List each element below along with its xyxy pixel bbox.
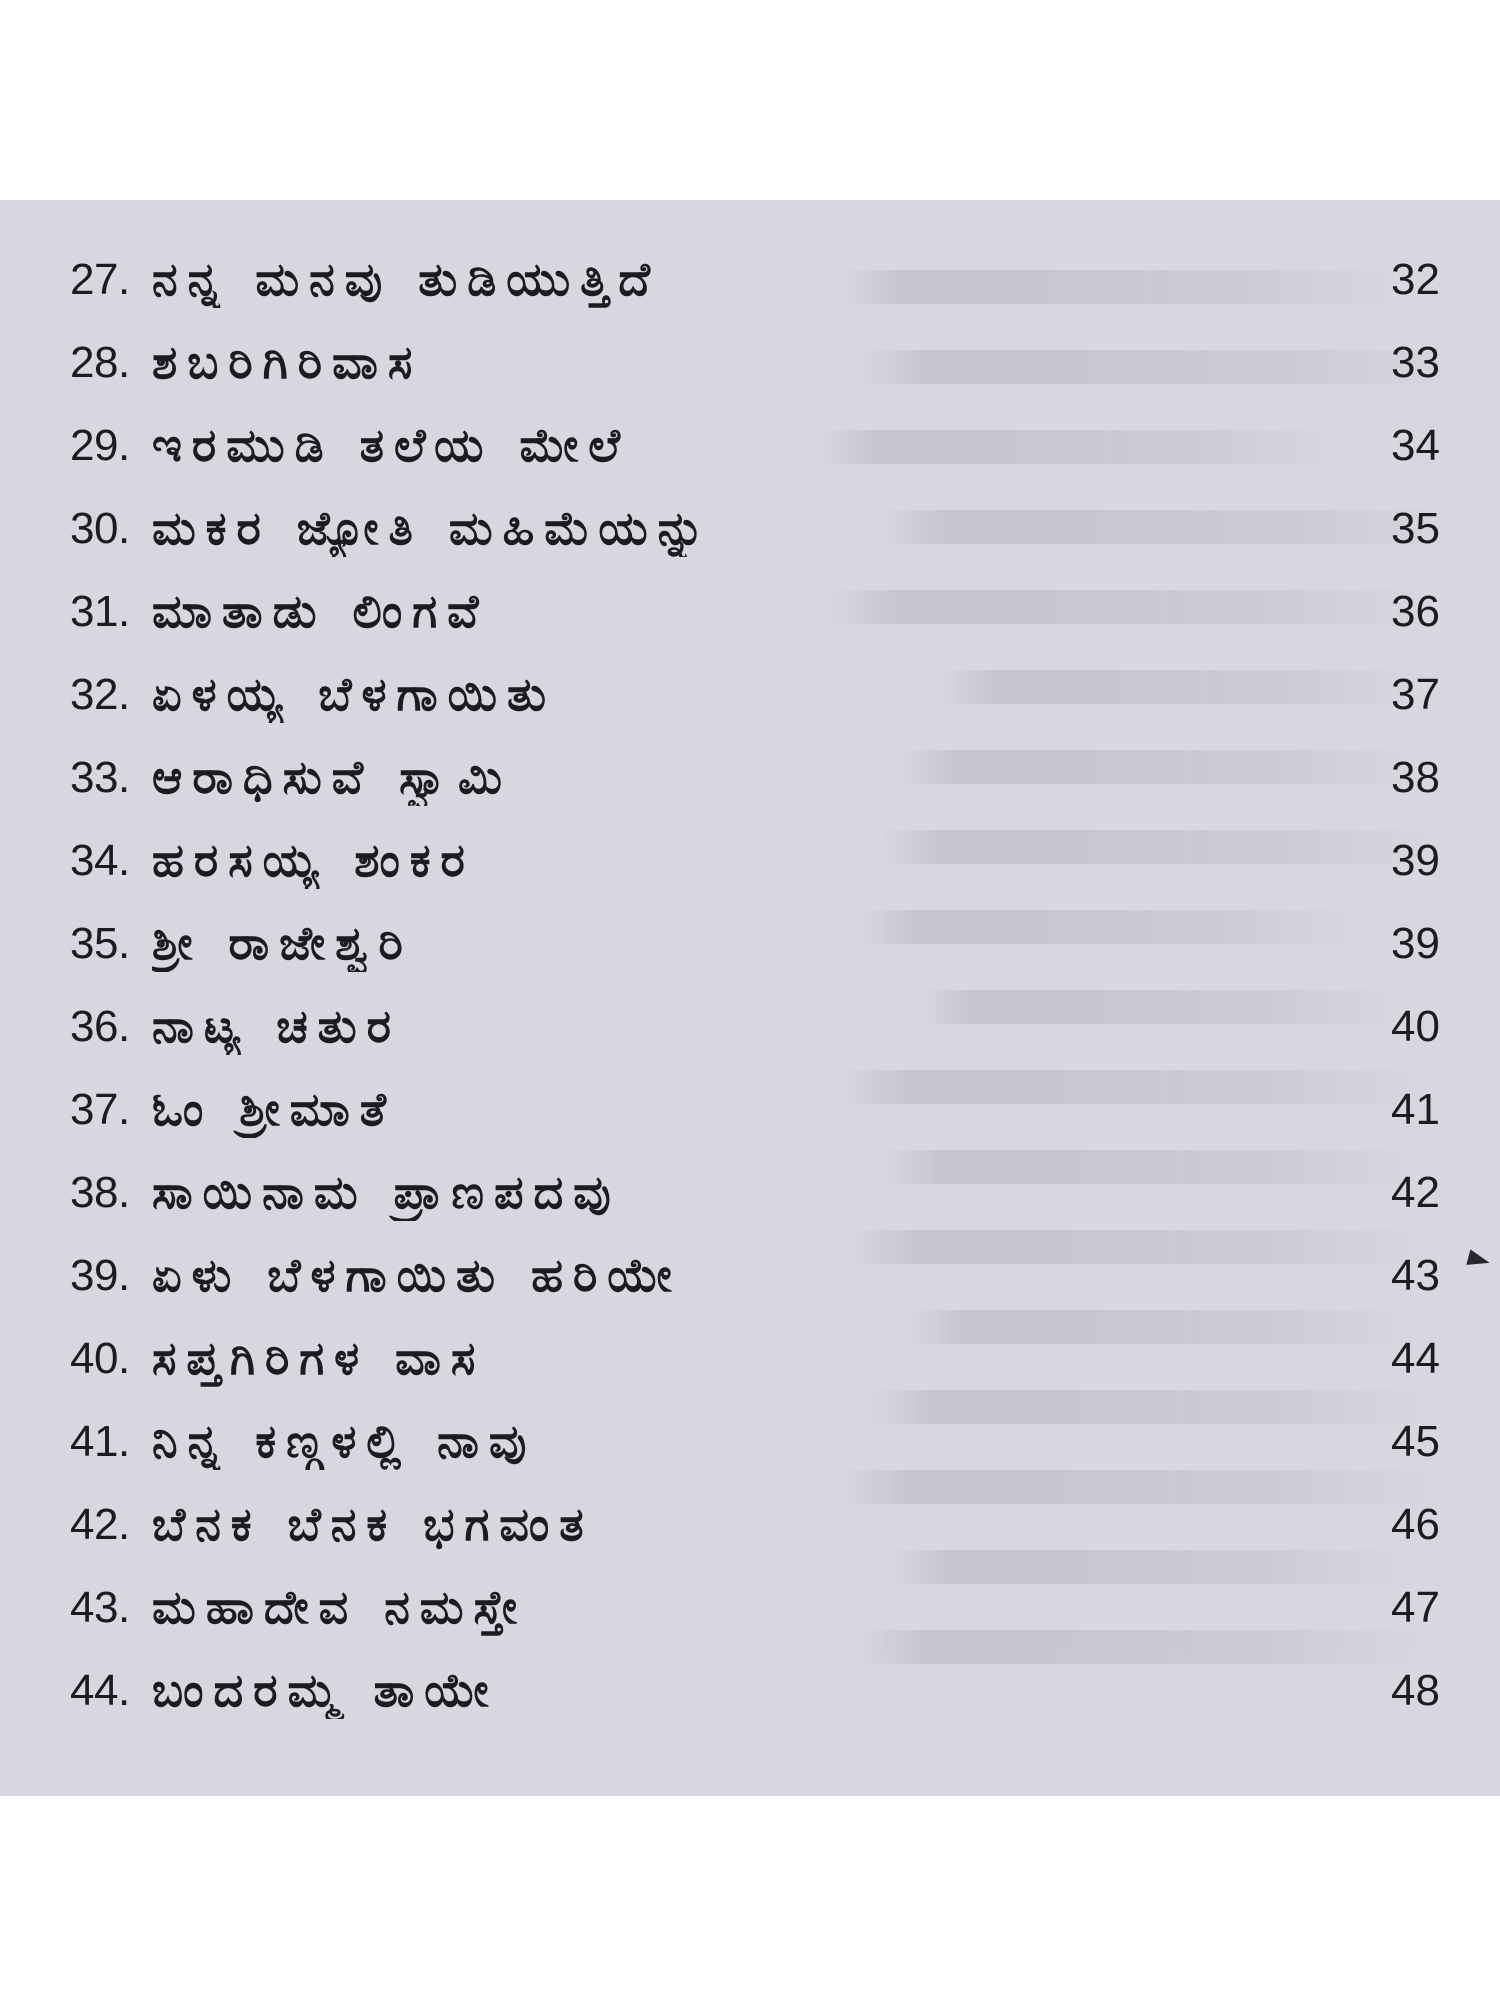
toc-entry-page: 39	[1391, 918, 1440, 968]
toc-entry-page: 40	[1391, 1001, 1440, 1051]
toc-entry-number: 39.	[70, 1250, 130, 1300]
toc-entry-title: ಹರಸಯ್ಯ ಶಂಕರ	[152, 832, 475, 887]
toc-entry	[70, 570, 1440, 653]
toc-entry-page: 44	[1391, 1333, 1440, 1383]
toc-entry-number: 28.	[70, 337, 130, 387]
toc-entry	[70, 321, 1440, 404]
toc-entry	[70, 1400, 1440, 1483]
toc-entry-number: 43.	[70, 1582, 130, 1632]
toc-entry-title: ಮಹಾದೇವ ನಮಸ್ತೇ	[152, 1579, 527, 1634]
toc-entry-page: 41	[1391, 1084, 1440, 1134]
toc-entry-number: 38.	[70, 1167, 130, 1217]
toc-entry-title: ಶ್ರೀ ರಾಜೇಶ್ವರಿ	[152, 915, 413, 970]
toc-entry-number: 42.	[70, 1499, 130, 1549]
toc-entry-page: 36	[1391, 586, 1440, 636]
toc-entry	[70, 1649, 1440, 1732]
toc-entry-title: ಇರಮುಡಿ ತಲೆಯ ಮೇಲೆ	[152, 417, 630, 472]
toc-entry-title: ಸಾಯಿನಾಮ ಪ್ರಾಣಪದವು	[152, 1164, 621, 1219]
toc-entry-page: 37	[1391, 669, 1440, 719]
toc-entry-title: ನಿನ್ನ ಕಣ್ಗಳಲ್ಲಿ ನಾವು	[152, 1413, 537, 1468]
toc-entry-number: 31.	[70, 586, 130, 636]
toc-entry-page: 38	[1391, 752, 1440, 802]
toc-entry-number: 36.	[70, 1001, 130, 1051]
toc-entry-title: ಏಳಯ್ಯ ಬೆಳಗಾಯಿತು	[152, 666, 557, 721]
toc-entry-page: 43	[1391, 1250, 1440, 1300]
toc-entry-page: 34	[1391, 420, 1440, 470]
toc-entry-title: ಮಾತಾಡು ಲಿಂಗವೆ	[152, 583, 489, 638]
toc-entry-number: 41.	[70, 1416, 130, 1466]
toc-entry	[70, 487, 1440, 570]
toc-entry	[70, 736, 1440, 819]
toc-entry-title: ಮಕರ ಜ್ಯೋತಿ ಮಹಿಮೆಯನ್ನು	[152, 500, 715, 555]
toc-entry	[70, 238, 1440, 321]
toc-entry	[70, 1483, 1440, 1566]
toc-entry	[70, 1234, 1440, 1317]
toc-entry	[70, 653, 1440, 736]
toc-entry	[70, 1068, 1440, 1151]
toc-entry-page: 47	[1391, 1582, 1440, 1632]
toc-entry-number: 30.	[70, 503, 130, 553]
toc-entry	[70, 1151, 1440, 1234]
toc-entry-page: 45	[1391, 1416, 1440, 1466]
toc-entry-title: ನನ್ನ ಮನವು ತುಡಿಯುತ್ತಿದೆ	[152, 251, 660, 306]
toc-entry-number: 37.	[70, 1084, 130, 1134]
toc-entry-title: ಬೆನಕ ಬೆನಕ ಭಗವಂತ	[152, 1496, 594, 1551]
toc-entry	[70, 819, 1440, 902]
toc-entry-title: ಶಬರಿಗಿರಿವಾಸ	[152, 334, 423, 389]
toc-entry-title: ಏಳು ಬೆಳಗಾಯಿತು ಹರಿಯೇ	[152, 1247, 682, 1302]
toc-entry	[70, 985, 1440, 1068]
toc-entry-page: 46	[1391, 1499, 1440, 1549]
toc-entry-page: 39	[1391, 835, 1440, 885]
toc-entry-page: 35	[1391, 503, 1440, 553]
toc-entry	[70, 902, 1440, 985]
table-of-contents	[70, 238, 1440, 1732]
toc-entry-title: ಆರಾಧಿಸುವೆ ಸ್ವಾಮಿ	[152, 749, 512, 804]
toc-entry-title: ಓಂ ಶ್ರೀಮಾತೆ	[152, 1081, 396, 1136]
scanned-page	[0, 200, 1500, 1796]
toc-entry	[70, 1317, 1440, 1400]
toc-entry-page: 32	[1391, 254, 1440, 304]
toc-entry-title: ಬಂದರಮ್ಮ ತಾಯೇ	[152, 1662, 499, 1717]
toc-entry-number: 44.	[70, 1665, 130, 1715]
toc-entry-page: 48	[1391, 1665, 1440, 1715]
toc-entry-page: 42	[1391, 1167, 1440, 1217]
toc-entry-number: 34.	[70, 835, 130, 885]
toc-entry	[70, 404, 1440, 487]
toc-entry-number: 35.	[70, 918, 130, 968]
toc-entry-number: 33.	[70, 752, 130, 802]
toc-entry-page: 33	[1391, 337, 1440, 387]
toc-entry-number: 32.	[70, 669, 130, 719]
toc-entry-number: 29.	[70, 420, 130, 470]
toc-entry-number: 27.	[70, 254, 130, 304]
toc-entry-title: ಸಪ್ತಗಿರಿಗಳ ವಾಸ	[152, 1330, 486, 1385]
toc-entry-number: 40.	[70, 1333, 130, 1383]
toc-entry-title: ನಾಟ್ಯ ಚತುರ	[152, 998, 401, 1053]
toc-entry	[70, 1566, 1440, 1649]
